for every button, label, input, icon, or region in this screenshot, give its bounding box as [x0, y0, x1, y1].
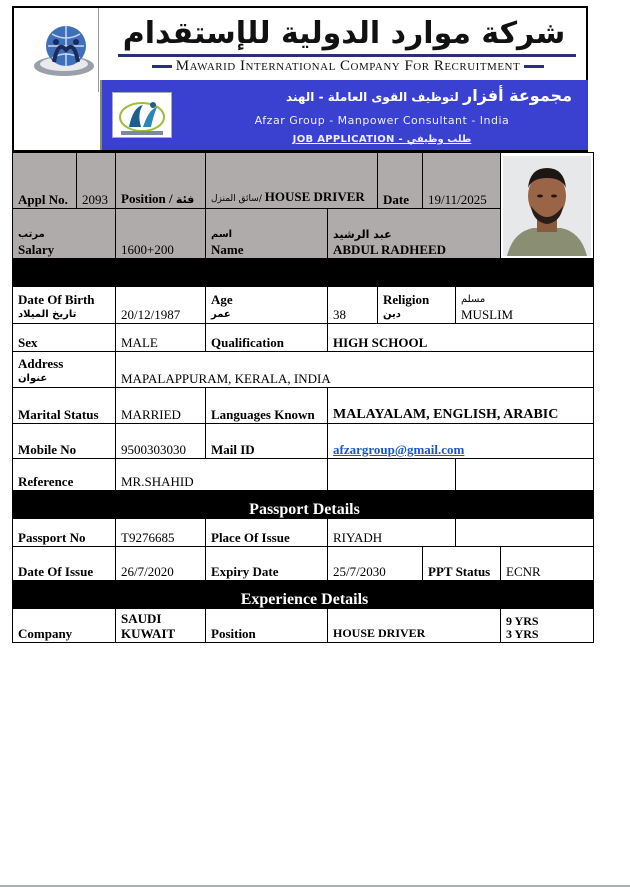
- mawarid-globe-logo-icon: [30, 22, 98, 80]
- issue-value: 26/7/2020: [116, 547, 206, 581]
- experience-header-row: [13, 581, 594, 609]
- languages-value: MALAYALAM, ENGLISH, ARABIC: [328, 388, 594, 424]
- afzar-banner: [100, 80, 588, 150]
- religion-label-ar: دين: [383, 309, 401, 320]
- religion-value: [456, 287, 594, 324]
- reference-label: Reference: [13, 459, 116, 491]
- dob-label: [13, 287, 116, 324]
- photo-cell: [501, 153, 594, 259]
- marital-label: Marital Status: [13, 388, 116, 424]
- company-1: SAUDI: [121, 611, 162, 626]
- black-divider: [13, 259, 594, 287]
- date-label: Date: [378, 153, 423, 209]
- salary-label: [13, 209, 116, 259]
- exp-years: [501, 609, 594, 643]
- mail-link[interactable]: afzargroup@gmail.com: [333, 442, 465, 457]
- religion-label-en: Religion: [383, 292, 430, 307]
- languages-label: Languages Known: [206, 388, 328, 424]
- dob-label-ar: تاريخ الميلاد: [18, 309, 77, 320]
- years-2: 3 YRS: [506, 627, 539, 641]
- age-value: 38: [328, 287, 378, 324]
- exp-position-label: Position: [206, 609, 328, 643]
- reference-empty-1: [328, 459, 456, 491]
- mobile-value: 9500303030: [116, 424, 206, 459]
- address-value: MAPALAPPURAM, KERALA, INDIA: [116, 352, 594, 388]
- mobile-label: Mobile No: [13, 424, 116, 459]
- job-application-title: JOB APPLICATION - طلب وظيفي: [292, 134, 472, 145]
- position-label-en: Position /: [121, 191, 176, 206]
- experience-row: [13, 609, 594, 643]
- name-label-ar: اسم: [211, 229, 233, 240]
- sex-value: MALE: [116, 324, 206, 352]
- english-company-name: [118, 56, 578, 76]
- letterhead: [12, 6, 588, 152]
- name-label-en: Name: [211, 242, 244, 257]
- position-value-en: HOUSE DRIVER: [264, 189, 365, 204]
- position-label: [116, 153, 206, 209]
- afzar-arabic-sub: لتوظيف القوى العاملة - الهند: [286, 90, 459, 104]
- reference-empty-2: [456, 459, 594, 491]
- reference-value: MR.SHAHID: [116, 459, 328, 491]
- name-value-ar: عبد الرشيد: [333, 228, 392, 241]
- afzar-english-title: Afzar Group - Manpower Consultant - India: [254, 114, 510, 127]
- address-label: [13, 352, 116, 388]
- afzar-arabic-bold: مجموعة أفزار: [462, 86, 572, 105]
- experience-section-title: Experience Details: [13, 581, 594, 609]
- passport-no-value: T9276685: [116, 519, 206, 547]
- applicant-photo: [503, 156, 591, 256]
- position-value: [206, 153, 378, 209]
- appl-row: [13, 153, 594, 209]
- place-label: Place Of Issue: [206, 519, 328, 547]
- place-value: RIYADH: [328, 519, 456, 547]
- appl-no-label: Appl No.: [13, 153, 77, 209]
- passport-empty: [456, 519, 594, 547]
- passport-header-row: [13, 491, 594, 519]
- name-label: [206, 209, 328, 259]
- name-value: [328, 209, 501, 259]
- black-bar: [13, 259, 594, 287]
- english-company-text: Mawarid International Company For Recruitment: [175, 58, 521, 74]
- dob-row: [13, 287, 594, 324]
- religion-value-en: MUSLIM: [461, 307, 514, 322]
- date-value: 19/11/2025: [423, 153, 501, 209]
- header-divider: [98, 8, 99, 92]
- sex-label: Sex: [13, 324, 116, 352]
- company-label: Company: [13, 609, 116, 643]
- qualification-label: Qualification: [206, 324, 328, 352]
- issue-row: [13, 547, 594, 581]
- salary-label-ar: مرتب: [18, 229, 45, 240]
- years-1: 9 YRS: [506, 614, 539, 628]
- dob-label-en: Date Of Birth: [18, 292, 95, 307]
- position-value-ar: سائق المنزل/: [211, 194, 265, 204]
- passport-section-title: Passport Details: [13, 491, 594, 519]
- marital-row: [13, 388, 594, 424]
- mobile-row: [13, 424, 594, 459]
- applicant-portrait-icon: [503, 156, 591, 256]
- religion-label: [378, 287, 456, 324]
- afzar-arabic-title: [192, 86, 572, 105]
- reference-row: [13, 459, 594, 491]
- religion-value-ar: مسلم: [461, 294, 486, 305]
- expiry-value: 25/7/2030: [328, 547, 423, 581]
- company-value: [116, 609, 206, 643]
- ppt-label: PPT Status: [423, 547, 501, 581]
- company-2: KUWAIT: [121, 626, 176, 641]
- ppt-value: ECNR: [501, 547, 594, 581]
- marital-value: MARRIED: [116, 388, 206, 424]
- expiry-label: Expiry Date: [206, 547, 328, 581]
- position-label-ar: فئة: [175, 193, 195, 206]
- passport-no-label: Passport No: [13, 519, 116, 547]
- address-label-ar: عنوان: [18, 373, 48, 384]
- age-label: [206, 287, 328, 324]
- salary-label-en: Salary: [18, 242, 55, 257]
- qualification-value: HIGH SCHOOL: [328, 324, 594, 352]
- salary-value: 1600+200: [116, 209, 206, 259]
- address-row: [13, 352, 594, 388]
- exp-position-value: HOUSE DRIVER: [328, 609, 501, 643]
- application-form: [12, 152, 594, 643]
- sex-row: [13, 324, 594, 352]
- appl-no-value: 2093: [77, 153, 116, 209]
- dob-value: 20/12/1987: [116, 287, 206, 324]
- issue-label: Date Of Issue: [13, 547, 116, 581]
- passport-row: [13, 519, 594, 547]
- afzar-group-logo-icon: [112, 92, 172, 138]
- age-label-ar: عمر: [211, 309, 231, 320]
- arabic-company-name: شركة موارد الدولية للإستقدام: [122, 16, 566, 51]
- address-label-en: Address: [18, 356, 64, 371]
- mail-label: Mail ID: [206, 424, 328, 459]
- age-label-en: Age: [211, 292, 233, 307]
- mail-cell: [328, 424, 594, 459]
- name-value-en: ABDUL RADHEED: [333, 242, 447, 257]
